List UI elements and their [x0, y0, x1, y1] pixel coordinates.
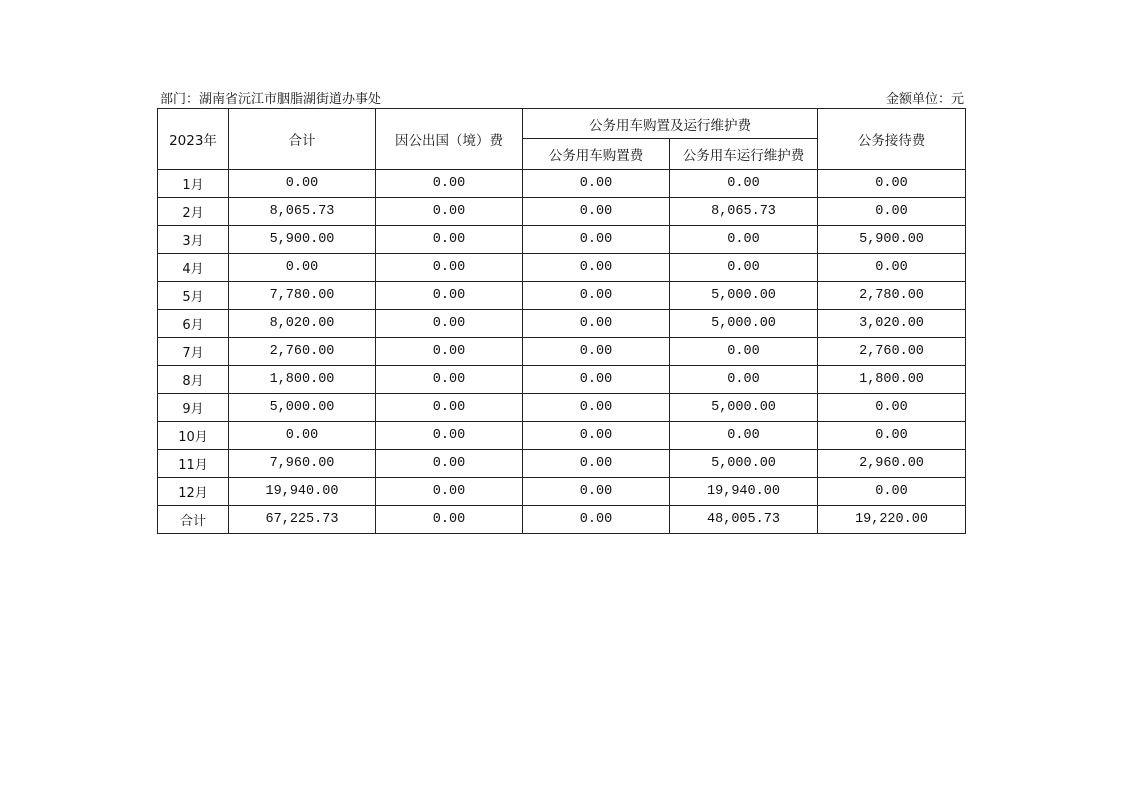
table-row [158, 254, 966, 282]
cell-vehicle-purchase: 0.00 [523, 198, 670, 226]
table-row [158, 170, 966, 198]
cell-month: 8月 [158, 366, 229, 394]
cell-month: 10月 [158, 422, 229, 450]
cell-month: 2月 [158, 198, 229, 226]
expense-table [157, 108, 966, 534]
cell-total: 7,780.00 [229, 282, 376, 310]
cell-vehicle-maintenance: 0.00 [670, 422, 818, 450]
cell-reception: 0.00 [818, 254, 966, 282]
summary-reception: 19,220.00 [818, 506, 966, 534]
header-vehicle-purchase: 公务用车购置费 [523, 139, 670, 170]
cell-abroad: 0.00 [376, 198, 523, 226]
cell-vehicle-maintenance: 5,000.00 [670, 394, 818, 422]
header-reception: 公务接待费 [818, 109, 966, 170]
cell-vehicle-maintenance: 5,000.00 [670, 282, 818, 310]
cell-month: 4月 [158, 254, 229, 282]
summary-vehicle-purchase: 0.00 [523, 506, 670, 534]
table-row [158, 450, 966, 478]
cell-vehicle-maintenance: 0.00 [670, 254, 818, 282]
cell-vehicle-purchase: 0.00 [523, 338, 670, 366]
cell-vehicle-maintenance: 0.00 [670, 366, 818, 394]
header-vehicle-group: 公务用车购置及运行维护费 [523, 109, 818, 139]
cell-total: 7,960.00 [229, 450, 376, 478]
cell-vehicle-maintenance: 5,000.00 [670, 310, 818, 338]
summary-abroad: 0.00 [376, 506, 523, 534]
cell-reception: 0.00 [818, 170, 966, 198]
cell-total: 0.00 [229, 422, 376, 450]
cell-vehicle-maintenance: 0.00 [670, 170, 818, 198]
summary-vehicle-maintenance: 48,005.73 [670, 506, 818, 534]
cell-reception: 1,800.00 [818, 366, 966, 394]
cell-reception: 3,020.00 [818, 310, 966, 338]
cell-abroad: 0.00 [376, 394, 523, 422]
cell-total: 0.00 [229, 254, 376, 282]
cell-abroad: 0.00 [376, 338, 523, 366]
cell-month: 12月 [158, 478, 229, 506]
cell-vehicle-purchase: 0.00 [523, 422, 670, 450]
cell-total: 8,065.73 [229, 198, 376, 226]
document-meta [158, 92, 964, 108]
table-row [158, 394, 966, 422]
cell-reception: 0.00 [818, 422, 966, 450]
table-row [158, 338, 966, 366]
cell-total: 0.00 [229, 170, 376, 198]
cell-total: 5,000.00 [229, 394, 376, 422]
table-body [158, 170, 966, 534]
cell-vehicle-purchase: 0.00 [523, 394, 670, 422]
cell-abroad: 0.00 [376, 282, 523, 310]
cell-vehicle-purchase: 0.00 [523, 366, 670, 394]
cell-reception: 0.00 [818, 478, 966, 506]
header-vehicle-maintenance: 公务用车运行维护费 [670, 139, 818, 170]
table-row [158, 310, 966, 338]
cell-vehicle-purchase: 0.00 [523, 254, 670, 282]
table-row [158, 198, 966, 226]
cell-month: 11月 [158, 450, 229, 478]
cell-vehicle-purchase: 0.00 [523, 170, 670, 198]
currency-unit-label: 金额单位：元 [885, 92, 964, 107]
cell-reception: 0.00 [818, 198, 966, 226]
cell-vehicle-purchase: 0.00 [523, 478, 670, 506]
cell-abroad: 0.00 [376, 366, 523, 394]
cell-month: 9月 [158, 394, 229, 422]
cell-vehicle-purchase: 0.00 [523, 226, 670, 254]
cell-vehicle-purchase: 0.00 [523, 450, 670, 478]
department-label: 部门：湖南省沅江市胭脂湖街道办事处 [160, 92, 382, 107]
table-row [158, 478, 966, 506]
header-total: 合计 [229, 109, 376, 170]
header-abroad: 因公出国（境）费 [376, 109, 523, 170]
cell-vehicle-maintenance: 0.00 [670, 226, 818, 254]
cell-reception: 2,760.00 [818, 338, 966, 366]
cell-total: 19,940.00 [229, 478, 376, 506]
table-row [158, 282, 966, 310]
header-year: 2023年 [158, 109, 229, 170]
table-row [158, 366, 966, 394]
cell-total: 1,800.00 [229, 366, 376, 394]
summary-total: 67,225.73 [229, 506, 376, 534]
cell-reception: 2,780.00 [818, 282, 966, 310]
table-header [158, 109, 966, 170]
cell-abroad: 0.00 [376, 422, 523, 450]
cell-abroad: 0.00 [376, 254, 523, 282]
cell-reception: 5,900.00 [818, 226, 966, 254]
cell-month: 7月 [158, 338, 229, 366]
cell-total: 8,020.00 [229, 310, 376, 338]
cell-month: 1月 [158, 170, 229, 198]
cell-month: 5月 [158, 282, 229, 310]
cell-total: 2,760.00 [229, 338, 376, 366]
table-row [158, 422, 966, 450]
cell-abroad: 0.00 [376, 478, 523, 506]
cell-reception: 0.00 [818, 394, 966, 422]
cell-month: 6月 [158, 310, 229, 338]
table-row-summary [158, 506, 966, 534]
cell-abroad: 0.00 [376, 170, 523, 198]
summary-label: 合计 [158, 506, 229, 534]
cell-total: 5,900.00 [229, 226, 376, 254]
table-row [158, 226, 966, 254]
cell-vehicle-maintenance: 8,065.73 [670, 198, 818, 226]
cell-reception: 2,960.00 [818, 450, 966, 478]
cell-vehicle-maintenance: 0.00 [670, 338, 818, 366]
cell-vehicle-purchase: 0.00 [523, 282, 670, 310]
cell-vehicle-maintenance: 19,940.00 [670, 478, 818, 506]
cell-month: 3月 [158, 226, 229, 254]
cell-abroad: 0.00 [376, 226, 523, 254]
cell-abroad: 0.00 [376, 450, 523, 478]
cell-abroad: 0.00 [376, 310, 523, 338]
cell-vehicle-maintenance: 5,000.00 [670, 450, 818, 478]
cell-vehicle-purchase: 0.00 [523, 310, 670, 338]
